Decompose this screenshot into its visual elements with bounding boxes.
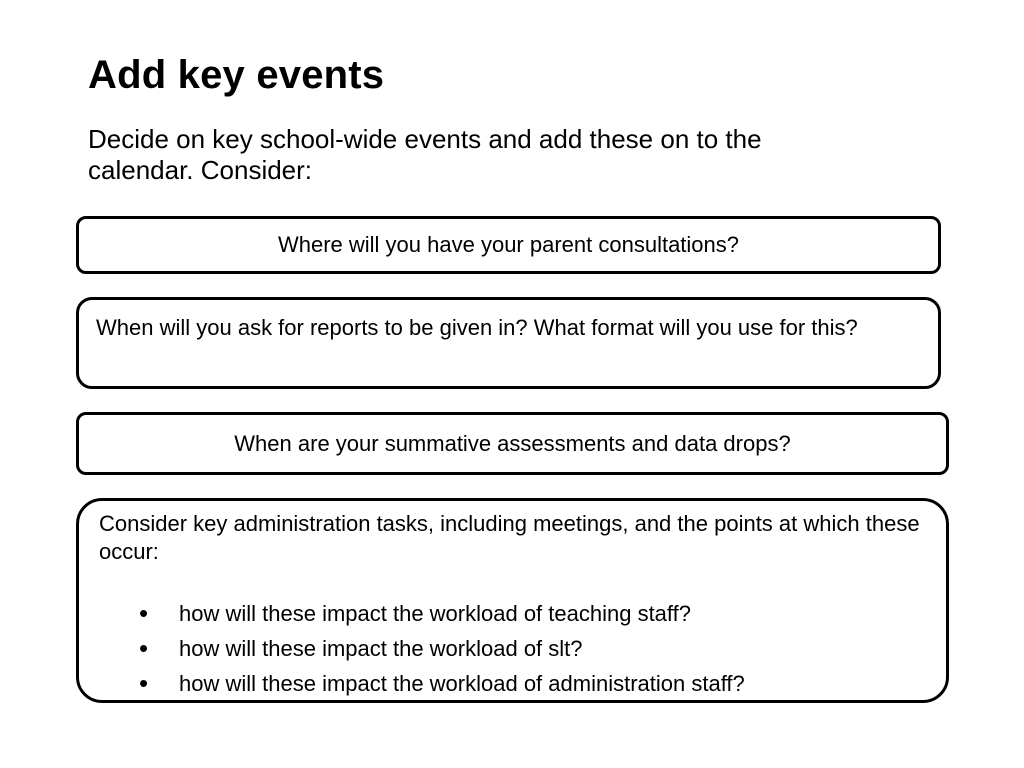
intro-text: Decide on key school-wide events and add these on to the calendar. Consider: <box>88 124 762 185</box>
bullet-text: how will these impact the workload of teaching staff? <box>179 601 691 626</box>
bullet-text: how will these impact the workload of administration staff? <box>179 671 745 696</box>
slide-title: Add key events <box>88 53 385 97</box>
bullet-item-teaching-staff <box>99 596 930 631</box>
bullet-text: how will these impact the workload of slt? <box>179 636 583 661</box>
admin-tasks-box <box>76 498 949 703</box>
parent-consultations-text: Where will you have your parent consultations? <box>277 232 740 257</box>
admin-tasks-bullet-list <box>99 596 930 701</box>
bullet-item-administration-staff <box>99 666 930 701</box>
bullet-dot-icon: • <box>139 598 149 628</box>
bullet-item-slt <box>99 631 930 666</box>
bullet-dot-icon: • <box>139 633 149 663</box>
bullet-dot-icon: • <box>139 668 149 698</box>
parent-consultations-box <box>76 216 941 274</box>
reports-box <box>76 297 941 389</box>
assessments-box <box>76 412 949 475</box>
assessments-text: When are your summative assessments and data drops? <box>234 430 791 456</box>
reports-text: When will you ask for reports to be given in? What format will you use for this? <box>96 315 858 340</box>
admin-tasks-text: Consider key administration tasks, including meetings, and the points at which these occur: <box>99 511 920 564</box>
